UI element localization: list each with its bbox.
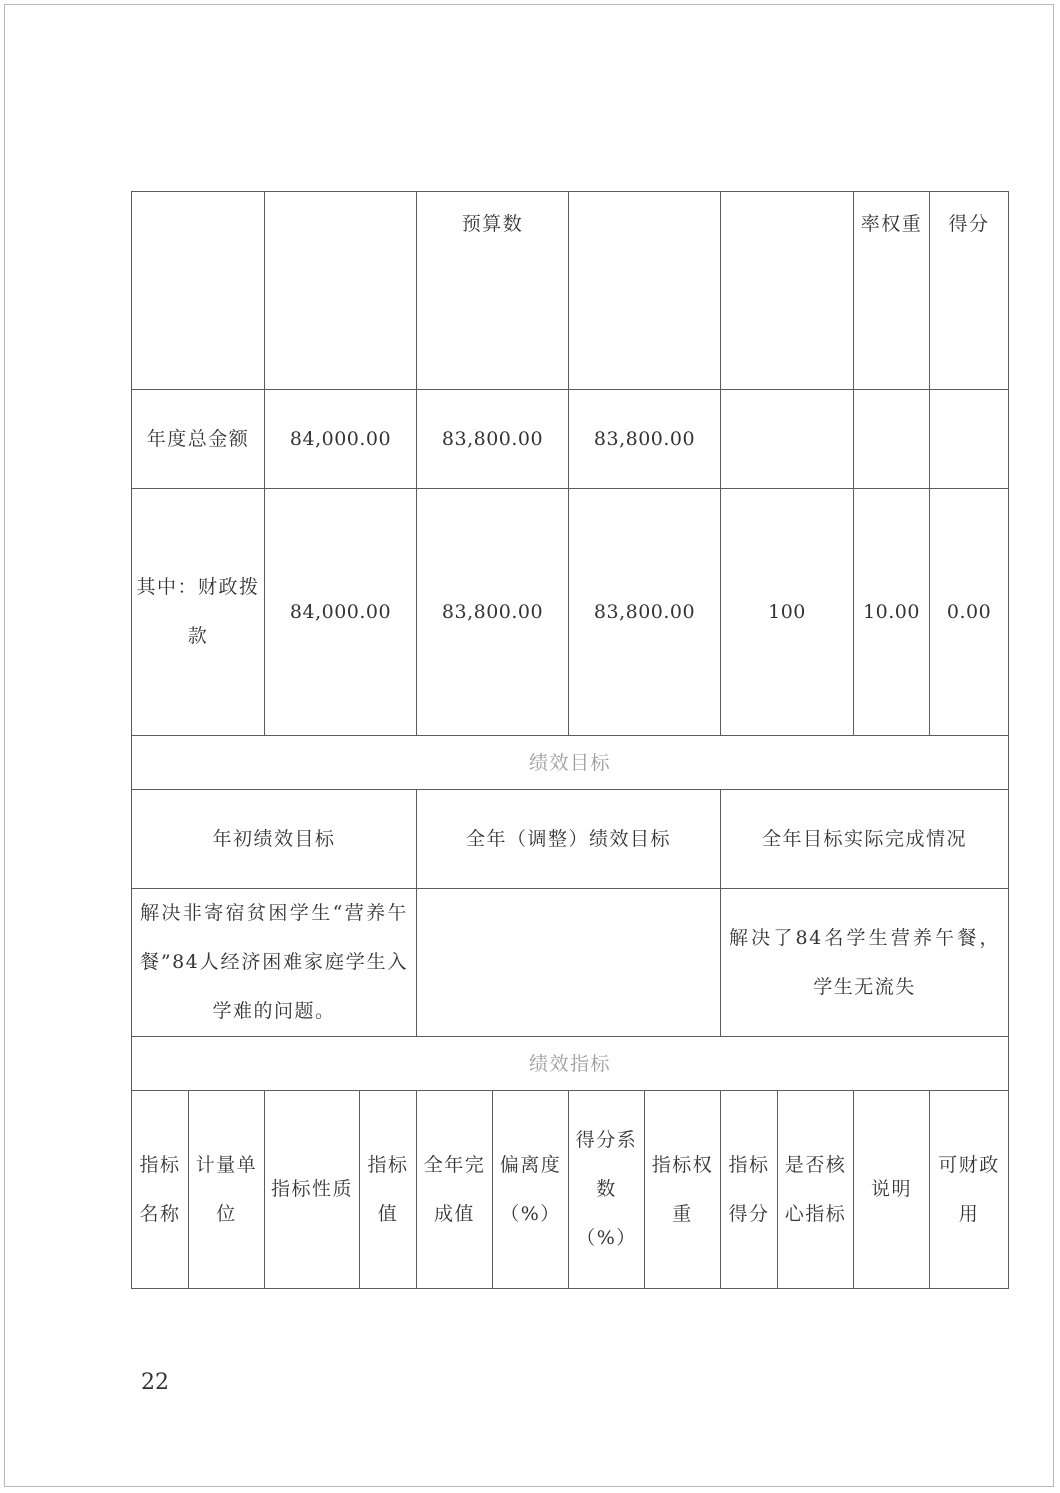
section-title-goals: 绩效目标: [132, 736, 1009, 790]
weight-value: [854, 390, 930, 489]
weight-value: 10.00: [854, 489, 930, 736]
header-weight: 指标权重: [645, 1091, 721, 1289]
budget-value: 83,800.00: [417, 390, 569, 489]
section-row: [132, 736, 1009, 790]
budget-header-row: [132, 192, 1009, 390]
annual-budget-value: 84,000.00: [265, 390, 417, 489]
header-annual-completion: 全年完成值: [417, 1091, 493, 1289]
row-label: 其中：财政拨款: [132, 489, 265, 736]
header-fiscal-use: 可财政用: [930, 1091, 1009, 1289]
execution-rate: 100: [721, 489, 854, 736]
header-score-coefficient: 得分系数（%）: [569, 1091, 645, 1289]
budget-value: 83,800.00: [417, 489, 569, 736]
score-value: 0.00: [930, 489, 1009, 736]
budget-header-cell: [265, 192, 417, 390]
row-label: 年度总金额: [132, 390, 265, 489]
budget-header-score: 得分: [930, 192, 1009, 390]
goals-header-initial: 年初绩效目标: [132, 790, 417, 889]
table-row: [132, 489, 1009, 736]
budget-header-cell: [569, 192, 721, 390]
budget-header-budget: 预算数: [417, 192, 569, 390]
indicator-header-row: [132, 1091, 1009, 1289]
performance-table: [131, 191, 1009, 1289]
section-title-indicators: 绩效指标: [132, 1037, 1009, 1091]
score-value: [930, 390, 1009, 489]
header-core-indicator: 是否核心指标: [778, 1091, 854, 1289]
header-indicator-value: 指标值: [360, 1091, 417, 1289]
page-number: 22: [141, 1370, 169, 1395]
initial-goal-text: 解决非寄宿贫困学生“营养午餐”84人经济困难家庭学生入学难的问题。: [132, 889, 417, 1037]
goals-header-actual: 全年目标实际完成情况: [721, 790, 1009, 889]
table-viewport: [131, 191, 1001, 1290]
header-notes: 说明: [854, 1091, 930, 1289]
table-row: [132, 390, 1009, 489]
goals-content-row: [132, 889, 1009, 1037]
section-row: [132, 1037, 1009, 1091]
adjusted-goal-text: [417, 889, 721, 1037]
actual-value: 83,800.00: [569, 390, 721, 489]
budget-header-weight: 率权重: [854, 192, 930, 390]
actual-value: 83,800.00: [569, 489, 721, 736]
header-unit: 计量单位: [189, 1091, 265, 1289]
header-indicator-name: 指标名称: [132, 1091, 189, 1289]
header-nature: 指标性质: [265, 1091, 360, 1289]
goals-header-adjusted: 全年（调整）绩效目标: [417, 790, 721, 889]
budget-header-cell: [132, 192, 265, 390]
actual-completion-text: 解决了84名学生营养午餐，学生无流失: [721, 889, 1009, 1037]
header-indicator-score: 指标得分: [721, 1091, 778, 1289]
goals-header-row: [132, 790, 1009, 889]
execution-rate: [721, 390, 854, 489]
budget-header-cell: [721, 192, 854, 390]
annual-budget-value: 84,000.00: [265, 489, 417, 736]
header-deviation: 偏离度（%）: [493, 1091, 569, 1289]
